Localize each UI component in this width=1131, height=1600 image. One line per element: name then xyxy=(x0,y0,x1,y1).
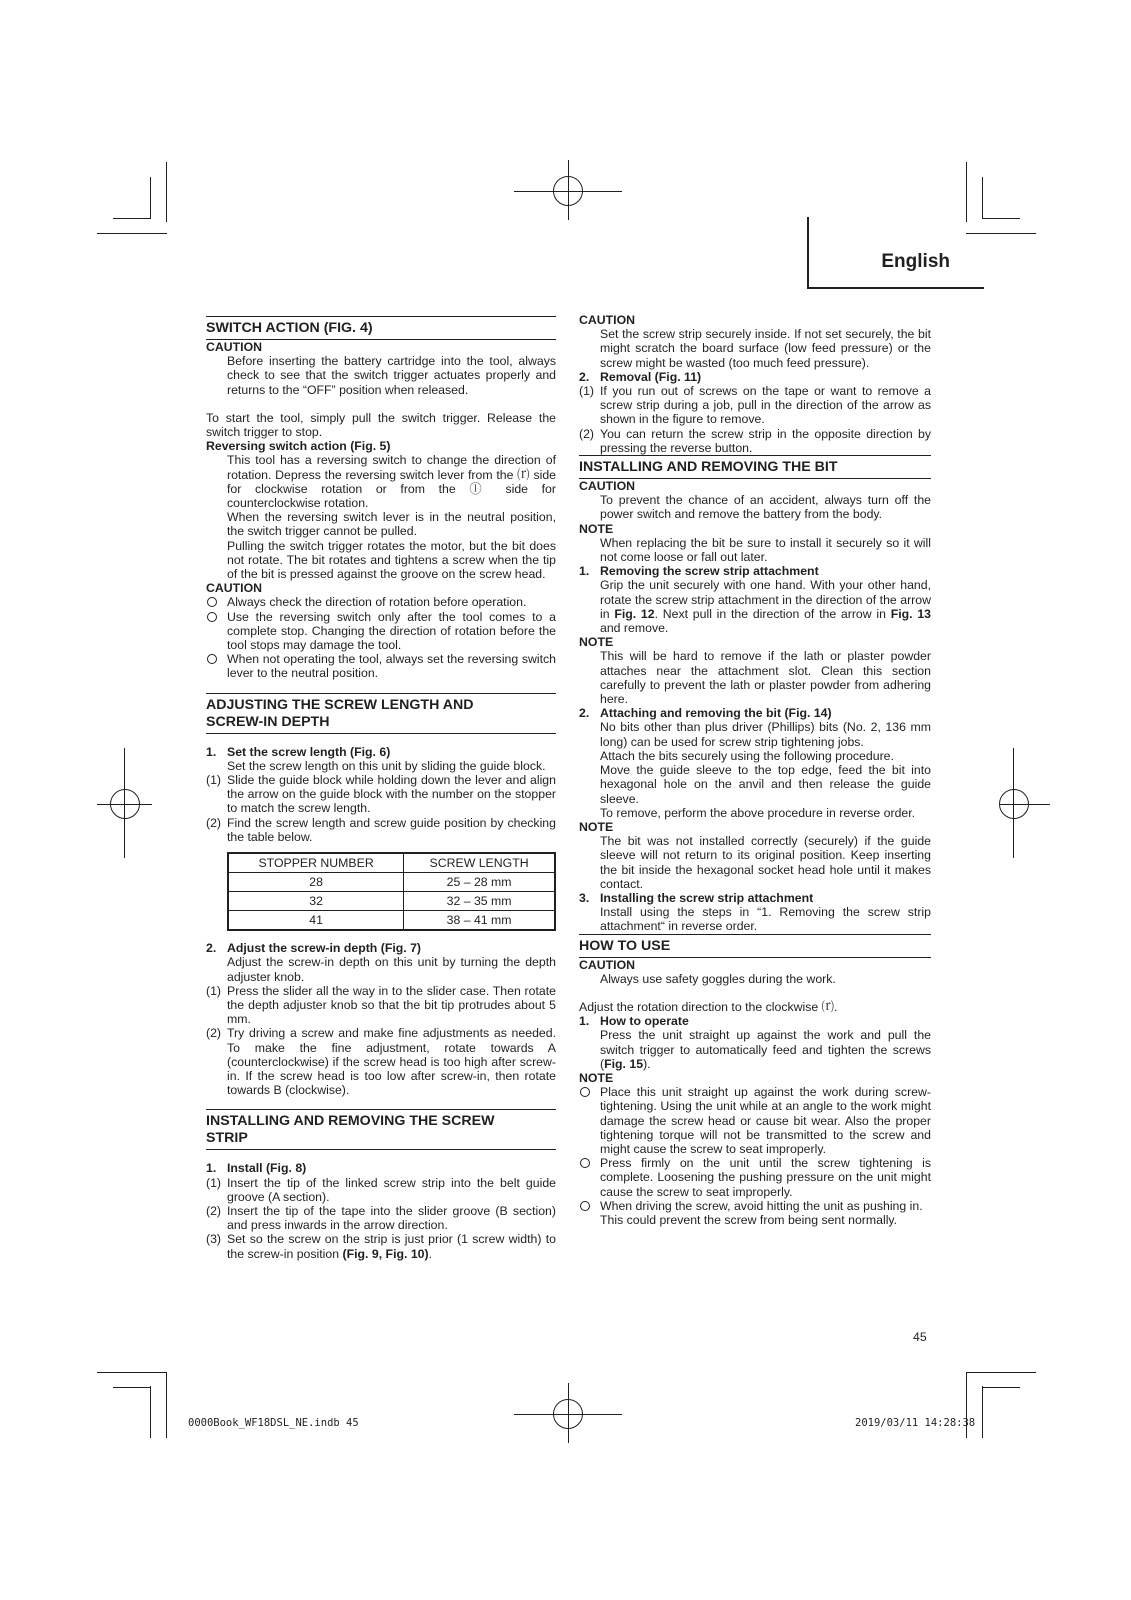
bullet-item: Always check the direction of rotation before operation. xyxy=(206,595,556,609)
start-text: To start the tool, simply pull the switch trigger. Release the switch trigger to stop. xyxy=(206,410,556,440)
note-label: NOTE xyxy=(579,635,614,650)
language-tab xyxy=(807,217,984,289)
step-title: 1. Install (Fig. 8) xyxy=(206,1161,307,1176)
step-title: 3. Installing the screw strip attachment xyxy=(579,890,814,905)
step-text: Install using the steps in “1. Removing the screw strip attachment“ in reverse order. xyxy=(600,905,931,934)
note-text: This could prevent the screw from being sent normally. xyxy=(600,1212,898,1227)
table-cell: 38 – 41 mm xyxy=(404,911,555,931)
caution-label: CAUTION xyxy=(579,313,636,327)
section-title-adjusting: ADJUSTING THE SCREW LENGTH AND SCREW-IN DEPTH xyxy=(206,693,556,734)
step-title: 2. Adjust the screw-in depth (Fig. 7) xyxy=(206,941,422,956)
language-label: English xyxy=(881,251,950,272)
step-title: 1. Removing the screw strip attachment xyxy=(579,564,819,579)
circle-bullet-icon xyxy=(580,1087,590,1097)
numbered-item: (1) Slide the guide block while holding down the lever and align the arrow on the guide block with the number on the stopper to match the screw length. xyxy=(206,773,556,816)
note-text: This will be hard to remove if the lath or plaster powder attaches near the attachment slot. Clean this section carefully to prevent the lath or plaster powder from adhering here. xyxy=(600,649,931,707)
numbered-item: (1) Insert the tip of the linked screw strip into the belt guide groove (A section). xyxy=(206,1175,556,1204)
section-title-switch-action: SWITCH ACTION (FIG. 4) xyxy=(206,316,556,340)
caution-text: Always use safety goggles during the work. xyxy=(600,971,836,986)
table-row xyxy=(228,892,555,911)
numbered-item: (2) Insert the tip of the tape into the slider groove (B section) and press inwards in the arrow direction. xyxy=(206,1203,556,1233)
note-text: When replacing the bit be sure to install it securely so it will not come loose or fall out later. xyxy=(600,535,931,565)
step-title: 1. Set the screw length (Fig. 6) xyxy=(206,744,391,759)
step-text: Grip the unit securely with one hand. With your other hand, rotate the screw strip attachment in the direction of the arrow in Fig. 12. Next pull in the direction of the arrow in Fig. 13 and remove. xyxy=(600,578,931,636)
footer-timestamp: 2019/03/11 14:28:38 xyxy=(855,1417,976,1429)
page-number: 45 xyxy=(913,1330,927,1344)
circle-bullet-icon xyxy=(207,612,217,622)
caution-text: Set the screw strip securely inside. If not set securely, the bit might scratch the board surface (low feed pressure) or the screw might be wasted (too much feed pressure). xyxy=(600,327,931,370)
step-title: 2. Removal (Fig. 11) xyxy=(579,369,702,384)
note-label: NOTE xyxy=(579,819,614,834)
section-title-installing-bit: INSTALLING AND REMOVING THE BIT xyxy=(579,455,931,479)
bullet-item: Place this unit straight up against the work during screw-tightening. Using the unit while at an angle to the work might damage the screw head or cause bit wear. Also the proper tightening torque will not be transmitted to the screw and might cause the screw to seat improperly. xyxy=(579,1085,931,1156)
caution-text: Before inserting the battery cartridge into the tool, always check to see that the switch trigger actuates properly and returns to the “OFF” position when released. xyxy=(227,354,556,397)
table-cell: 32 xyxy=(228,892,404,911)
step-text: Set the screw length on this unit by sliding the guide block. xyxy=(227,758,546,773)
table-cell: 32 – 35 mm xyxy=(404,892,555,911)
bullet-item: Use the reversing switch only after the tool comes to a complete stop. Changing the direction of rotation before the tool stops may damage the tool. xyxy=(206,610,556,653)
caution-label: CAUTION xyxy=(579,957,636,972)
caution-text: To prevent the chance of an accident, always turn off the power switch and remove the battery from the body. xyxy=(600,493,931,522)
numbered-item: (3) Set so the screw on the strip is just prior (1 screw width) to the screw-in position (Fig. 9, Fig. 10). xyxy=(206,1232,556,1261)
numbered-item: (2) You can return the screw strip in the opposite direction by pressing the reverse button. xyxy=(579,426,931,455)
table-row xyxy=(228,873,555,892)
step-text: Press the unit straight up against the work and pull the switch trigger to automatically feed and tighten the screws (Fig. 15). xyxy=(600,1028,931,1071)
footer-file-name: 0000Book_WF18DSL_NE.indb 45 xyxy=(188,1417,359,1429)
table-header: SCREW LENGTH xyxy=(404,853,555,873)
table-header-row xyxy=(228,853,555,873)
reversing-title: Reversing switch action (Fig. 5) xyxy=(206,439,391,454)
section-title-how-to-use: HOW TO USE xyxy=(579,934,931,958)
numbered-item: (1) Press the slider all the way in to the slider case. Then rotate the depth adjuster knob so that the bit tip protrudes about 5 mm. xyxy=(206,983,556,1027)
note-label: NOTE xyxy=(579,1070,614,1085)
numbered-item: (1) If you run out of screws on the tape or want to remove a screw strip during a job, pull in the direction of the arrow as shown in the figure to remove. xyxy=(579,384,931,427)
circle-bullet-icon xyxy=(580,1158,590,1168)
reversing-paragraph: This tool has a reversing switch to change the direction of rotation. Depress the reversing switch lever from the ⒭ side for clockwise rotation or from the ⓛ side for counterclockwise rotation. xyxy=(227,453,556,511)
section-title-screw-strip: INSTALLING AND REMOVING THE SCREW STRIP xyxy=(206,1109,556,1150)
note-label: NOTE xyxy=(579,521,614,536)
reversing-paragraph: When the reversing switch lever is in the neutral position, the switch trigger cannot be pulled. xyxy=(227,510,556,539)
caution-label: CAUTION xyxy=(206,581,263,596)
adjust-text: Adjust the rotation direction to the clockwise ⒭. xyxy=(579,999,838,1014)
caution-label: CAUTION xyxy=(579,479,636,494)
caution-label: CAUTION xyxy=(206,340,263,354)
bullet-item: When driving the screw, avoid hitting the unit as pushing in. xyxy=(579,1199,931,1213)
right-column xyxy=(579,313,931,1227)
note-text: The bit was not installed correctly (securely) if the guide sleeve will not return to its original position. Keep inserting the bit inside the hexagonal socket head hole until it makes contact. xyxy=(600,834,931,891)
circle-bullet-icon xyxy=(207,597,217,607)
left-column xyxy=(206,316,556,1261)
numbered-item: (2) Find the screw length and screw guide position by checking the table below. xyxy=(206,815,556,844)
circle-bullet-icon xyxy=(207,654,217,664)
reversing-paragraph: Pulling the switch trigger rotates the motor, but the bit does not rotate. The bit rotates and tightens a screw when the tip of the bit is pressed against the groove on the screw head. xyxy=(227,538,556,582)
bullet-item: Press firmly on the unit until the screw tightening is complete. Loosening the pushing pressure on the unit might cause the screw to seat improperly. xyxy=(579,1156,931,1199)
step-text: No bits other than plus driver (Phillips) bits (No. 2, 136 mm long) can be used for screw strip tightening jobs. xyxy=(600,720,931,749)
step-text: Adjust the screw-in depth on this unit by turning the depth adjuster knob. xyxy=(227,955,556,984)
step-title: 2. Attaching and removing the bit (Fig. 14) xyxy=(579,706,832,721)
numbered-item: (2) Try driving a screw and make fine adjustments as needed. To make the fine adjustment, rotate towards A (counterclockwise) if the screw head is too high after screw-in. If the screw head is too low after screw-in, then rotate towards B (clockwise). xyxy=(206,1026,556,1098)
table-header: STOPPER NUMBER xyxy=(228,853,404,873)
step-text: Attach the bits securely using the following procedure. xyxy=(600,748,894,763)
table-cell: 25 – 28 mm xyxy=(404,873,555,892)
bullet-item: When not operating the tool, always set the reversing switch lever to the neutral position. xyxy=(206,652,556,680)
step-text: Move the guide sleeve to the top edge, feed the bit into hexagonal hole on the anvil and then release the guide sleeve. xyxy=(600,763,931,806)
table-row xyxy=(228,911,555,931)
table-cell: 41 xyxy=(228,911,404,931)
step-text: To remove, perform the above procedure in reverse order. xyxy=(600,805,916,820)
screw-length-table xyxy=(227,852,556,931)
step-title: 1. How to operate xyxy=(579,1014,689,1029)
circle-bullet-icon xyxy=(580,1201,590,1211)
table-cell: 28 xyxy=(228,873,404,892)
